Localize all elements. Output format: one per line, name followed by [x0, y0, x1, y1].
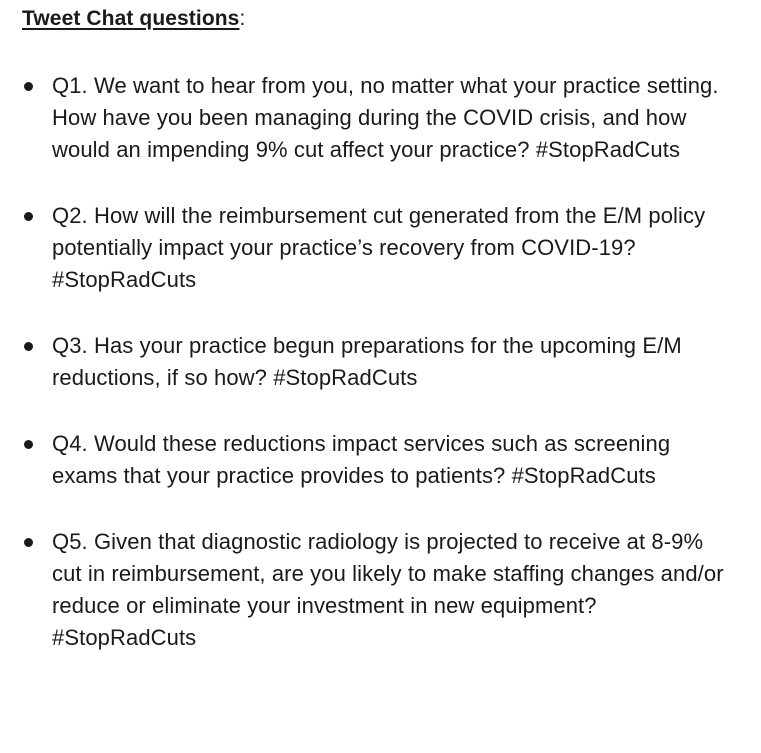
- question-text: Q1. We want to hear from you, no matter what your practice setting. How have you been managing during the COVID crisis, and how would an impending 9% cut affect your practice? #StopRadCuts: [52, 73, 719, 162]
- question-q4: [22, 428, 737, 492]
- question-q2: [22, 200, 737, 296]
- question-text: Q4. Would these reductions impact services such as screening exams that your practice provides to patients? #StopRadCuts: [52, 431, 671, 488]
- question-text: Q2. How will the reimbursement cut generated from the E/M policy potentially impact your practice’s recovery from COVID-19? #StopRadCuts: [52, 203, 706, 292]
- questions-list: [22, 70, 737, 654]
- question-text: Q5. Given that diagnostic radiology is projected to receive at 8-9% cut in reimbursement, are you likely to make staffing changes and/or reduce or eliminate your investment in new equipment? #StopRadCuts: [52, 529, 724, 650]
- bullet-icon: [24, 82, 33, 91]
- question-text: Q3. Has your practice begun preparations for the upcoming E/M reductions, if so how? #StopRadCuts: [52, 333, 682, 390]
- question-q5: [22, 526, 737, 654]
- question-q3: [22, 330, 737, 394]
- heading-title: Tweet Chat questions: [22, 7, 240, 30]
- bullet-icon: [24, 212, 33, 221]
- bullet-icon: [24, 538, 33, 547]
- question-q1: [22, 70, 737, 166]
- bullet-icon: [24, 342, 33, 351]
- bullet-icon: [24, 440, 33, 449]
- heading: [22, 4, 737, 34]
- heading-colon: :: [239, 7, 246, 30]
